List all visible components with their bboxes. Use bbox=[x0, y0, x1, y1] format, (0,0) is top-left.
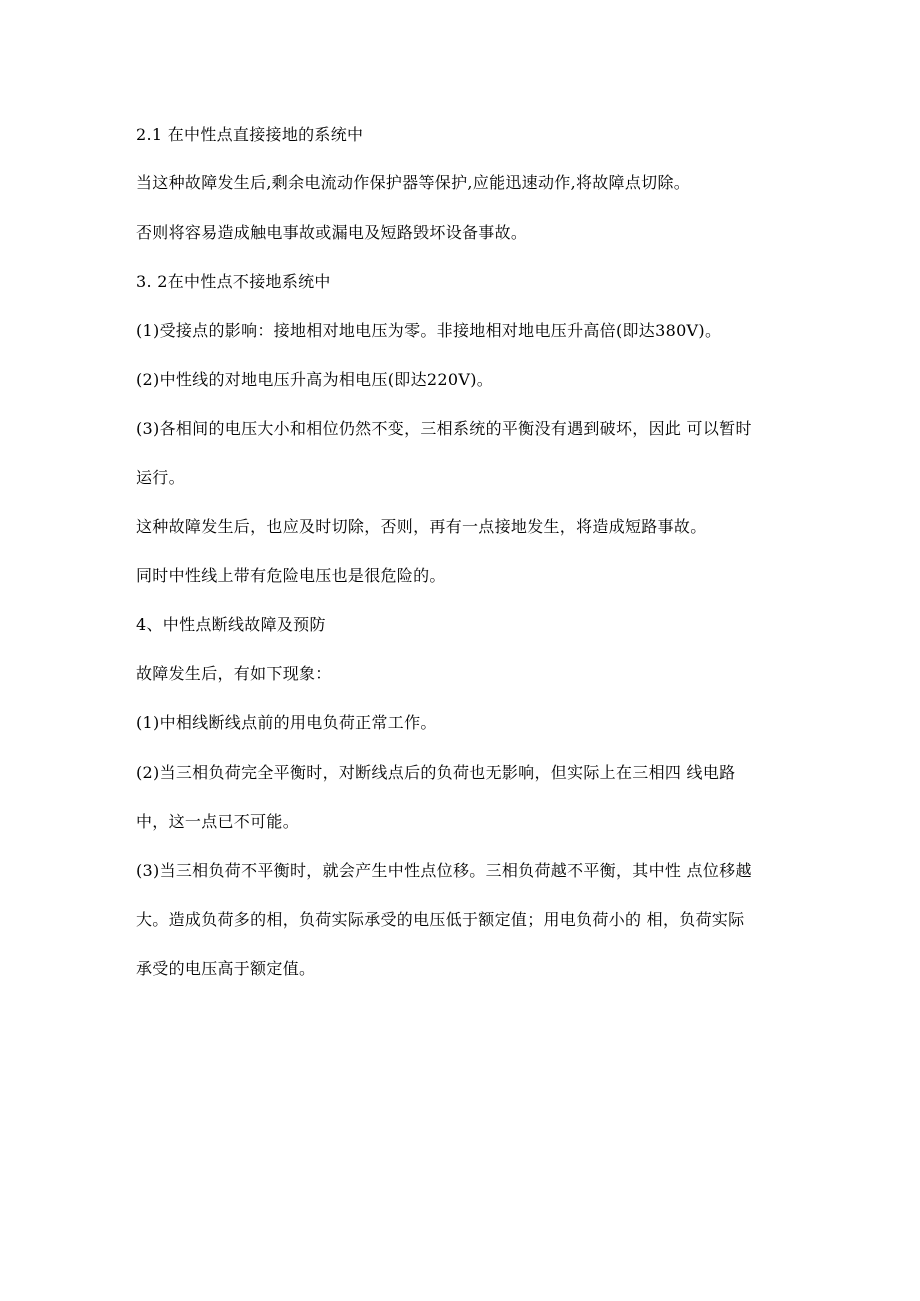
list-item-3-continued: 大。造成负荷多的相，负荷实际承受的电压低于额定值；用电负荷小的 相，负荷实际 bbox=[136, 910, 745, 929]
paragraph-line: 这种故障发生后，也应及时切除，否则，再有一点接地发生，将造成短路事故。 bbox=[136, 517, 707, 536]
paragraph-line: 故障发生后，有如下现象： bbox=[136, 664, 332, 683]
paragraph-line: 同时中性线上带有危险电压也是很危险的。 bbox=[136, 566, 446, 585]
section-heading-2-1: 2.1 在中性点直接接地的系统中 bbox=[136, 125, 364, 144]
paragraph-line: 当这种故障发生后,剩余电流动作保护器等保护,应能迅速动作,将故障点切除。 bbox=[136, 173, 691, 192]
list-item-3: (3)各相间的电压大小和相位仍然不变，三相系统的平衡没有遇到破坏，因此 可以暂时 bbox=[136, 419, 752, 438]
list-item-2: (2)中性线的对地电压升高为相电压(即达220V)。 bbox=[136, 370, 494, 389]
list-item-2-continued: 中，这一点已不可能。 bbox=[136, 812, 300, 831]
list-item-3-continued: 运行。 bbox=[136, 468, 185, 487]
list-item-3: (3)当三相负荷不平衡时，就会产生中性点位移。三相负荷越不平衡，其中性 点位移越 bbox=[136, 861, 752, 880]
list-item-1: (1)受接点的影响：接地相对地电压为零。非接地相对地电压升高倍(即达380V)。 bbox=[136, 321, 722, 340]
section-heading-4: 4、中性点断线故障及预防 bbox=[136, 615, 326, 634]
paragraph-line: 否则将容易造成触电事故或漏电及短路毁坏设备事故。 bbox=[136, 223, 528, 242]
list-item-1: (1)中相线断线点前的用电负荷正常工作。 bbox=[136, 713, 437, 732]
list-item-2: (2)当三相负荷完全平衡时，对断线点后的负荷也无影响，但实际上在三相四 线电路 bbox=[136, 763, 736, 782]
list-item-3-continued: 承受的电压高于额定值。 bbox=[136, 959, 316, 978]
section-heading-3-2: 3. 2在中性点不接地系统中 bbox=[136, 272, 331, 291]
